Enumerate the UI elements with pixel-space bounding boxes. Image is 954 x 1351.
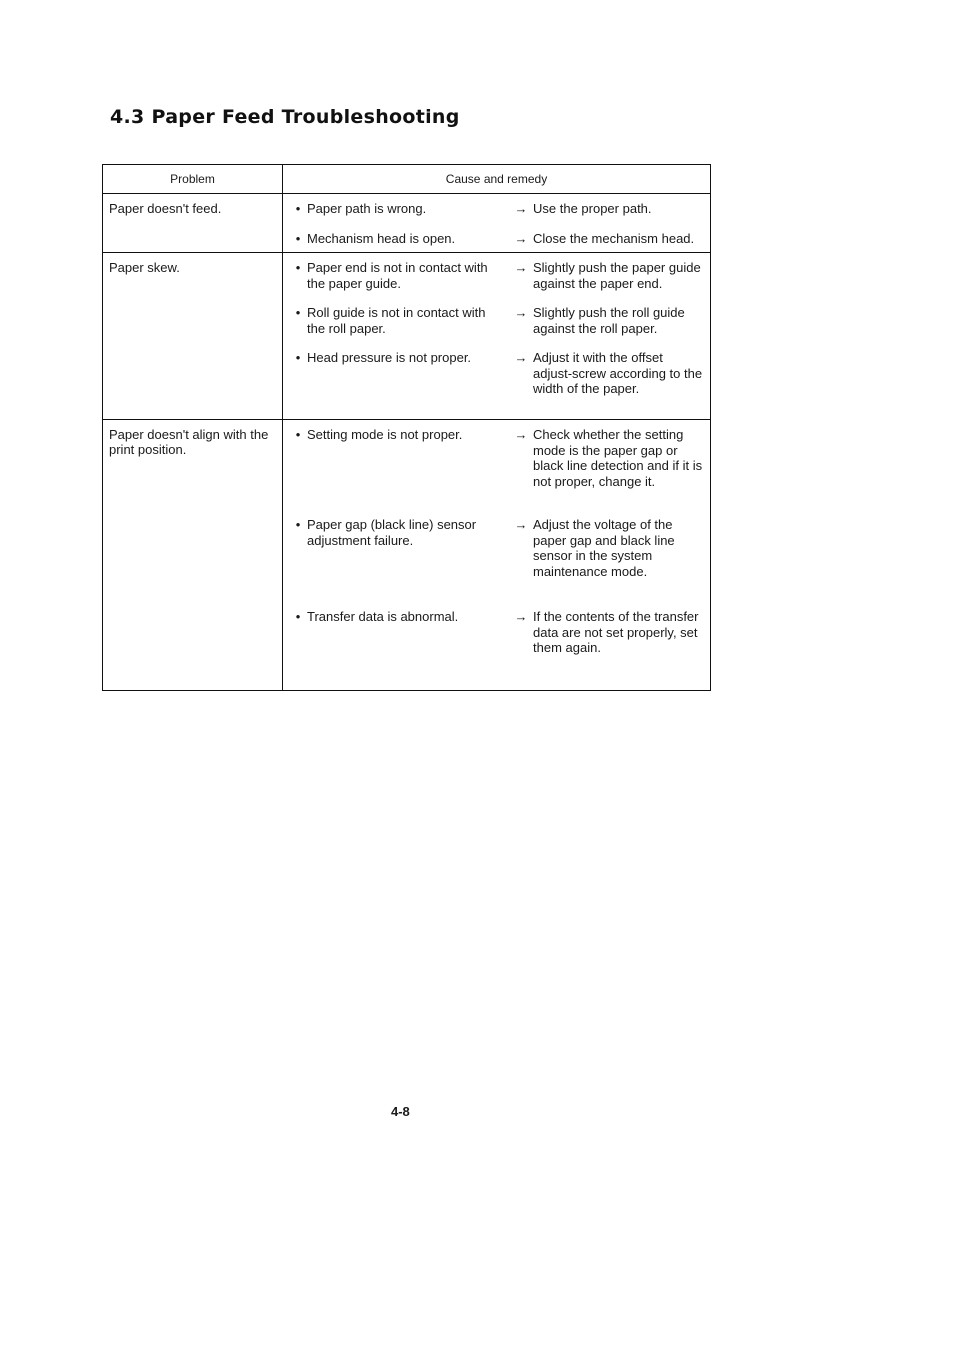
cause-remedy-cell [283, 194, 710, 252]
remedy-text: Close the mechanism head. [533, 230, 695, 246]
arrow-icon: → [514, 201, 528, 216]
problem-cell: Paper doesn't feed. [103, 194, 283, 252]
cause-text: Transfer data is abnormal. [307, 609, 459, 624]
bullet: • [295, 201, 301, 216]
troubleshooting-table [102, 164, 711, 691]
bullet: • [295, 305, 301, 320]
cause-entry [289, 201, 704, 217]
cause-entry [289, 427, 704, 489]
table-row [103, 419, 710, 690]
remedy-text: Check whether the setting mode is the paper gap or black line detection and if it is not proper, change it. [533, 427, 703, 489]
problem-cell: Paper skew. [103, 253, 283, 419]
cause-text: Paper end is not in contact with the paper guide. [307, 260, 488, 291]
cause-text: Head pressure is not proper. [307, 350, 472, 365]
table-row [103, 193, 710, 252]
page-number: 4-8 [391, 1104, 410, 1119]
remedy-text: Adjust it with the offset adjust-screw according to the width of the paper. [533, 350, 703, 396]
remedy-text: Use the proper path. [533, 201, 652, 216]
cause-text: Mechanism head is open. [307, 230, 456, 246]
bullet: • [295, 517, 301, 532]
bullet: • [295, 609, 301, 624]
remedy-text: Slightly push the paper guide against the paper end. [533, 260, 701, 291]
remedy-text: Slightly push the roll guide against the roll paper. [533, 305, 685, 336]
section-title: 4.3 Paper Feed Troubleshooting [110, 106, 460, 128]
cause-entry [289, 305, 704, 336]
cause-entry [289, 350, 704, 397]
cause-text: Setting mode is not proper. [307, 427, 463, 442]
cause-remedy-cell [283, 253, 710, 419]
remedy-text: Adjust the voltage of the paper gap and black line sensor in the system maintenance mode. [533, 517, 675, 579]
arrow-icon: → [514, 230, 528, 246]
bullet: • [295, 230, 301, 246]
arrow-icon: → [514, 517, 528, 532]
header-cause-remedy: Cause and remedy [445, 172, 548, 186]
arrow-icon: → [514, 260, 528, 275]
cause-entry [289, 609, 704, 656]
arrow-icon: → [514, 350, 528, 365]
cause-remedy-cell [283, 420, 710, 690]
cause-entry [289, 517, 704, 579]
cause-text: Roll guide is not in contact with the roll paper. [307, 305, 486, 336]
remedy-text: If the contents of the transfer data are not set properly, set them again. [533, 609, 699, 655]
table-header-row [103, 165, 710, 193]
problem-cell: Paper doesn't align with the print position. [103, 420, 283, 690]
arrow-icon: → [514, 427, 528, 442]
cause-text: Paper gap (black line) sensor adjustment failure. [307, 517, 477, 548]
cause-entry [289, 231, 704, 247]
arrow-icon: → [514, 305, 528, 320]
table-row [103, 252, 710, 419]
arrow-icon: → [514, 609, 528, 624]
cause-entry [289, 260, 704, 291]
bullet: • [295, 350, 301, 365]
bullet: • [295, 260, 301, 275]
cause-text: Paper path is wrong. [307, 201, 427, 216]
bullet: • [295, 427, 301, 442]
header-problem: Problem [103, 165, 283, 193]
